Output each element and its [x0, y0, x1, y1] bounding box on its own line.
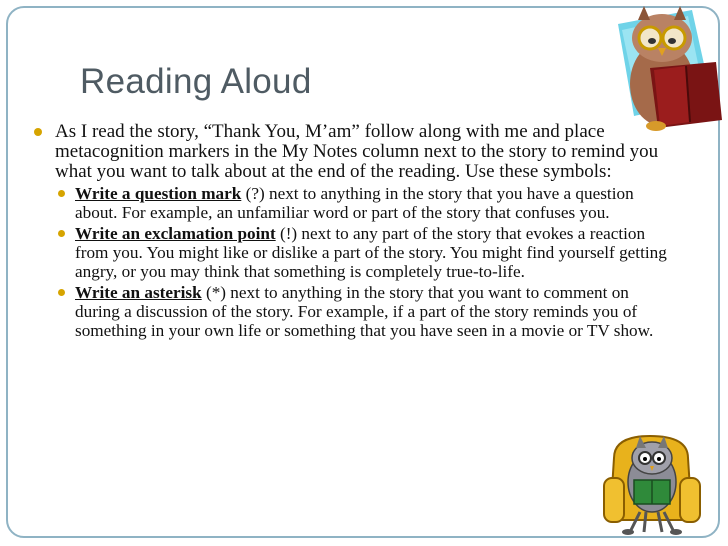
slide-title: Reading Aloud — [80, 62, 312, 101]
item-bold-label: Write an asterisk — [75, 283, 202, 302]
item-bold-label: Write a question mark — [75, 184, 242, 203]
item-text: (*) next to anything in the story that you want to comment on during a discussion of the story. For example, if a part of the story reminds you of something in your own life or something that you have seen in a movie or TV show. — [75, 283, 654, 340]
list-item-question-mark — [58, 184, 674, 222]
symbol-list — [58, 184, 674, 340]
list-item-asterisk — [58, 283, 674, 340]
owl-in-armchair-icon — [600, 428, 704, 540]
owl-reading-book-icon — [600, 4, 724, 136]
list-item-exclamation-point — [58, 224, 674, 281]
item-text: (?) next to anything in the story that you have a question about. For example, an unfamiliar word or part of the story that confuses you. — [75, 184, 634, 222]
slide-content — [34, 122, 674, 342]
item-text: (!) next to any part of the story that evokes a reaction from you. You might like or dislike a part of the story. You might find yourself getting angry, or you may think that something is completely true-to-life. — [75, 224, 667, 281]
intro-bullet: As I read the story, “Thank You, M’am” follow along with me and place metacognition markers in the My Notes column next to the story to remind you what you want to talk about at the end of the reading. Use these symbols: — [34, 122, 674, 182]
item-bold-label: Write an exclamation point — [75, 224, 276, 243]
